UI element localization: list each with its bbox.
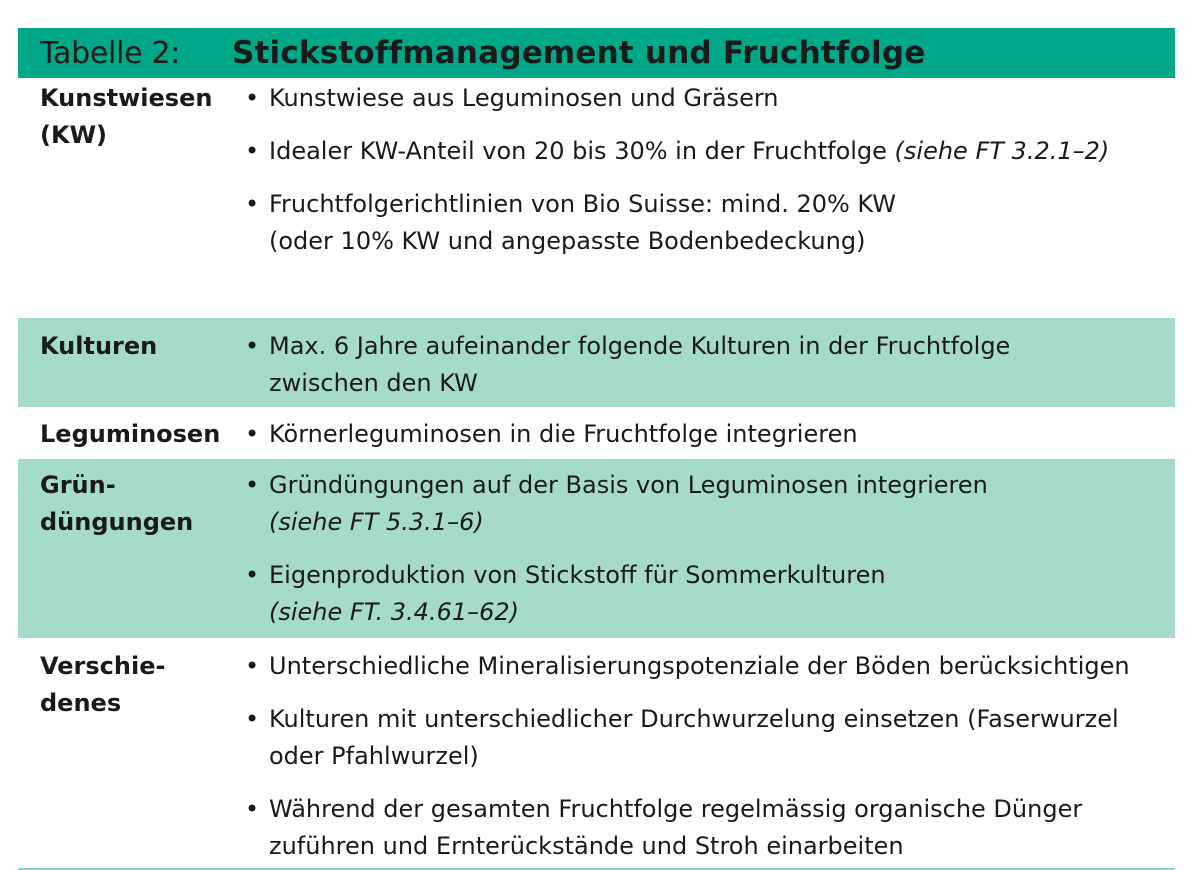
table-row-gruenduengungen <box>18 459 1175 638</box>
list-item <box>245 186 1175 260</box>
row-label: Kunstwiesen (KW) <box>40 84 213 149</box>
row-items <box>245 467 1175 638</box>
table-row-kulturen <box>18 318 1175 407</box>
item-text: Während der gesamten Fruchtfolge regelmässig organische Dünger <box>269 795 1083 823</box>
item-text-continued: oder Pfahlwurzel) <box>269 742 479 770</box>
bullet-icon: • <box>245 84 260 112</box>
row-items <box>245 416 1175 459</box>
list-item <box>245 648 1175 685</box>
row-label: Verschie- denes <box>40 652 166 717</box>
item-text-continued: zwischen den KW <box>269 369 478 397</box>
item-text: Gründüngungen auf der Basis von Leguminosen integrieren <box>269 471 988 499</box>
item-text: Max. 6 Jahre aufeinander folgende Kulturen in der Fruchtfolge <box>269 332 1011 360</box>
item-text: Körnerleguminosen in die Fruchtfolge integrieren <box>269 420 858 448</box>
row-label: Kulturen <box>40 332 158 360</box>
bullet-icon: • <box>245 652 260 680</box>
list-item <box>245 416 1175 453</box>
list-item <box>245 791 1175 865</box>
bullet-icon: • <box>245 705 260 733</box>
bullet-icon: • <box>245 420 260 448</box>
table-header <box>18 28 1175 78</box>
bullet-icon: • <box>245 190 260 218</box>
row-label: Grün- düngungen <box>40 471 194 536</box>
list-item <box>245 467 1175 541</box>
item-text: Kulturen mit unterschiedlicher Durchwurzelung einsetzen (Faserwurzel <box>269 705 1119 733</box>
bullet-icon: • <box>245 471 260 499</box>
table-number: Tabelle 2: <box>40 35 181 71</box>
item-reference: (siehe FT. 3.4.61–62) <box>269 598 520 626</box>
list-item <box>245 328 1175 402</box>
item-text: Kunstwiese aus Leguminosen und Gräsern <box>269 84 779 112</box>
row-label: Leguminosen <box>40 420 221 448</box>
table-row-verschiedenes <box>18 638 1175 868</box>
item-text: Eigenproduktion von Stickstoff für Sommerkulturen <box>269 561 886 589</box>
item-reference: (siehe FT 5.3.1–6) <box>269 508 484 536</box>
table-title: Stickstoffmanagement und Fruchtfolge <box>232 35 926 71</box>
row-items <box>245 80 1175 318</box>
row-items <box>245 648 1175 868</box>
nitrogen-crop-rotation-table <box>18 28 1175 870</box>
item-text: Unterschiedliche Mineralisierungspotenziale der Böden berücksichtigen <box>269 652 1130 680</box>
item-text <box>269 133 1175 170</box>
list-item <box>245 80 1175 117</box>
item-text-main: Idealer KW-Anteil von 20 bis 30% in der Fruchtfolge <box>269 137 895 165</box>
bullet-icon: • <box>245 137 260 165</box>
bullet-icon: • <box>245 332 260 360</box>
bullet-icon: • <box>245 795 260 823</box>
bullet-icon: • <box>245 561 260 589</box>
table-row-leguminosen <box>18 407 1175 459</box>
row-items <box>245 328 1175 407</box>
list-item <box>245 557 1175 631</box>
item-text-continued: zuführen und Ernterückstände und Stroh einarbeiten <box>269 832 904 860</box>
item-reference: (siehe FT 3.2.1–2) <box>894 137 1110 165</box>
list-item <box>245 701 1175 775</box>
list-item <box>245 133 1175 170</box>
table-row-kunstwiesen <box>18 78 1175 318</box>
item-text: Fruchtfolgerichtlinien von Bio Suisse: mind. 20% KW <box>269 190 897 218</box>
item-text-continued: (oder 10% KW und angepasste Bodenbedeckung) <box>269 227 866 255</box>
